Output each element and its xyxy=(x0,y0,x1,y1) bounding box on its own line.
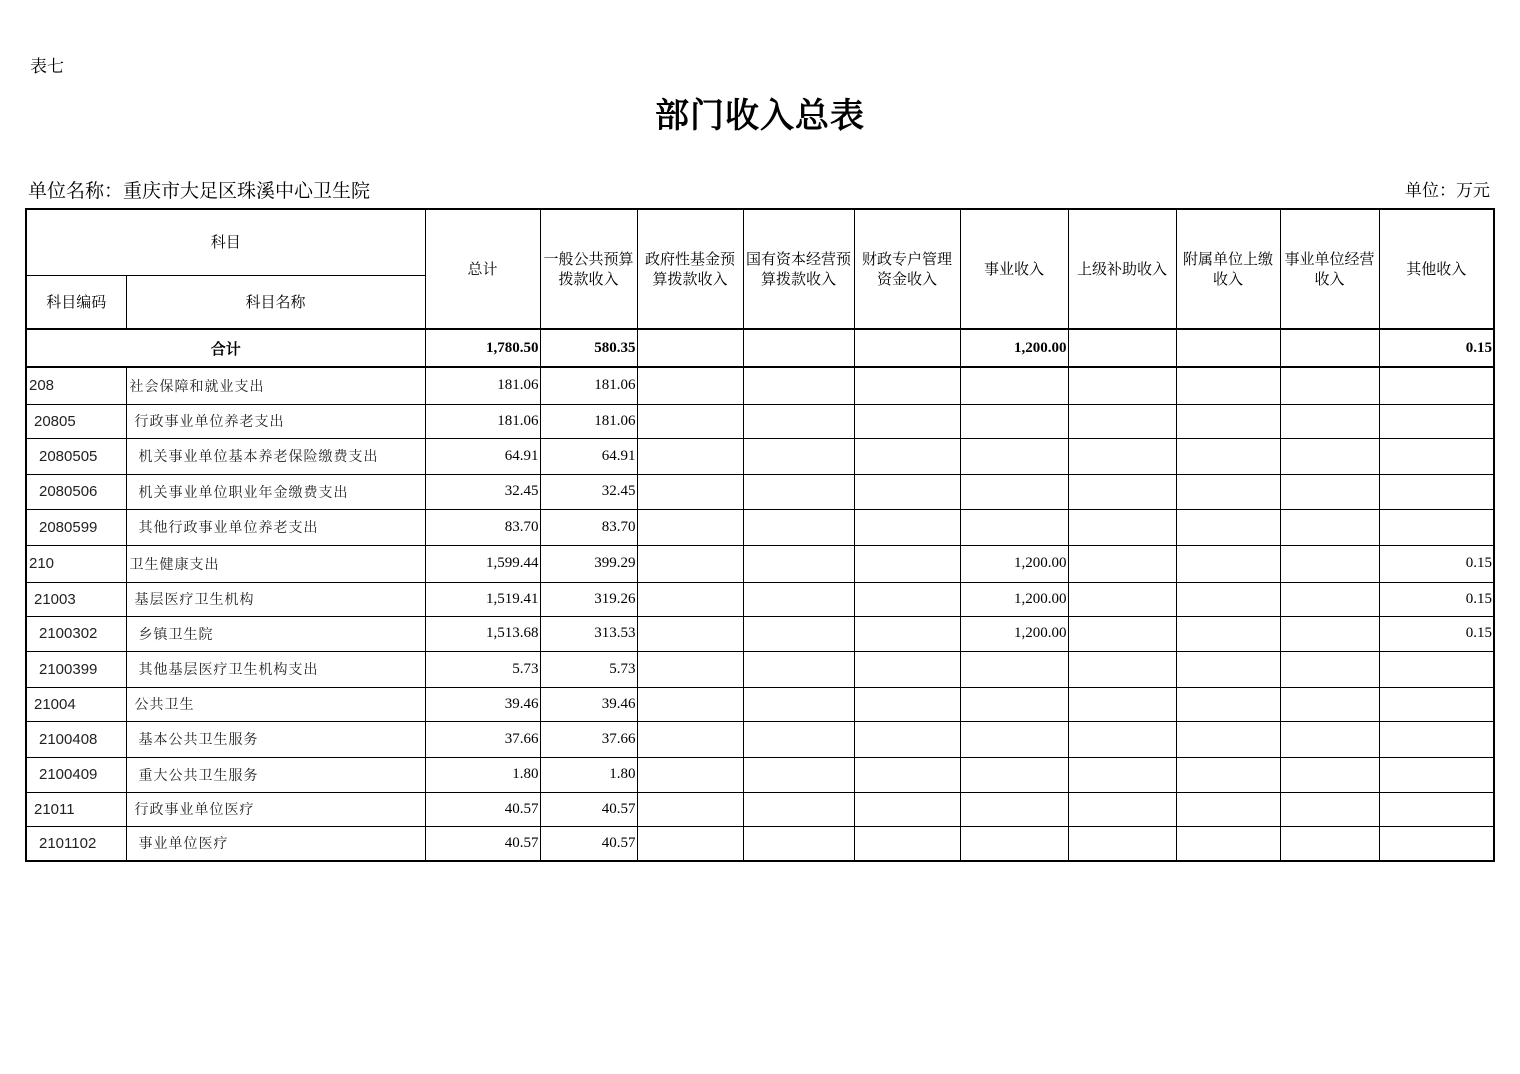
value-cell: 83.70 xyxy=(540,509,637,545)
value-cell xyxy=(1176,757,1280,792)
value-cell: 39.46 xyxy=(425,687,540,721)
subject-code: 21004 xyxy=(26,687,126,721)
income-summary-table xyxy=(25,208,1495,862)
subject-name: 公共卫生 xyxy=(126,687,425,721)
value-cell xyxy=(743,757,854,792)
value-cell xyxy=(1068,721,1176,757)
value-cell: 181.06 xyxy=(425,367,540,404)
header-name: 科目名称 xyxy=(126,275,425,329)
value-cell xyxy=(960,687,1068,721)
table-row xyxy=(26,651,1494,687)
value-cell xyxy=(1068,757,1176,792)
value-cell: 37.66 xyxy=(540,721,637,757)
value-cell xyxy=(1379,404,1494,438)
value-cell: 40.57 xyxy=(425,826,540,861)
value-cell xyxy=(1379,687,1494,721)
value-cell xyxy=(1280,651,1379,687)
subject-code: 208 xyxy=(26,367,126,404)
value-cell xyxy=(1379,651,1494,687)
value-cell xyxy=(1176,404,1280,438)
table-row xyxy=(26,582,1494,616)
subject-name: 机关事业单位职业年金缴费支出 xyxy=(126,474,425,509)
value-cell xyxy=(743,474,854,509)
subject-name: 行政事业单位养老支出 xyxy=(126,404,425,438)
value-cell xyxy=(1280,687,1379,721)
value-cell xyxy=(637,582,743,616)
value-cell: 181.06 xyxy=(425,404,540,438)
value-cell: 1,200.00 xyxy=(960,545,1068,582)
value-cell xyxy=(1379,757,1494,792)
value-cell xyxy=(1176,792,1280,826)
subject-code: 2080506 xyxy=(26,474,126,509)
header-business-income: 事业收入 xyxy=(960,209,1068,329)
subject-name: 卫生健康支出 xyxy=(126,545,425,582)
header-other-income: 其他收入 xyxy=(1379,209,1494,329)
value-cell xyxy=(1379,792,1494,826)
value-cell: 319.26 xyxy=(540,582,637,616)
value-cell: 0.15 xyxy=(1379,582,1494,616)
header-special-account: 财政专户管理资金收入 xyxy=(854,209,960,329)
value-cell xyxy=(1280,616,1379,651)
unit-name: 单位名称：重庆市大足区珠溪中心卫生院 xyxy=(28,180,371,202)
value-cell xyxy=(1068,616,1176,651)
subject-code: 2100399 xyxy=(26,651,126,687)
value-cell: 40.57 xyxy=(540,792,637,826)
table-body xyxy=(26,329,1494,861)
value-cell xyxy=(854,687,960,721)
value-cell xyxy=(743,545,854,582)
page-title: 部门收入总表 xyxy=(655,96,865,136)
value-cell xyxy=(1280,792,1379,826)
header-general-budget: 一般公共预算拨款收入 xyxy=(540,209,637,329)
value-cell xyxy=(637,367,743,404)
value-cell xyxy=(854,721,960,757)
value-cell: 0.15 xyxy=(1379,545,1494,582)
value-cell xyxy=(854,582,960,616)
value-cell xyxy=(1068,474,1176,509)
total-cell xyxy=(1176,329,1280,367)
value-cell xyxy=(1280,404,1379,438)
value-cell xyxy=(960,757,1068,792)
value-cell xyxy=(1068,792,1176,826)
subject-name: 其他行政事业单位养老支出 xyxy=(126,509,425,545)
value-cell: 181.06 xyxy=(540,367,637,404)
value-cell xyxy=(1176,826,1280,861)
table-row xyxy=(26,721,1494,757)
value-cell xyxy=(1280,367,1379,404)
value-cell xyxy=(1280,438,1379,474)
subject-code: 210 xyxy=(26,545,126,582)
subject-code: 20805 xyxy=(26,404,126,438)
header-operating-income: 事业单位经营收入 xyxy=(1280,209,1379,329)
subject-code: 21003 xyxy=(26,582,126,616)
value-cell xyxy=(1280,826,1379,861)
value-cell xyxy=(1068,367,1176,404)
value-cell: 5.73 xyxy=(425,651,540,687)
table-row xyxy=(26,509,1494,545)
value-cell xyxy=(743,792,854,826)
value-cell xyxy=(637,545,743,582)
value-cell xyxy=(637,651,743,687)
value-cell xyxy=(743,616,854,651)
table-row xyxy=(26,474,1494,509)
subject-name: 其他基层医疗卫生机构支出 xyxy=(126,651,425,687)
value-cell xyxy=(743,438,854,474)
value-cell xyxy=(1280,757,1379,792)
value-cell: 40.57 xyxy=(425,792,540,826)
value-cell: 1,513.68 xyxy=(425,616,540,651)
subject-name: 机关事业单位基本养老保险缴费支出 xyxy=(126,438,425,474)
header-state-capital: 国有资本经营预算拨款收入 xyxy=(743,209,854,329)
subject-name: 基层医疗卫生机构 xyxy=(126,582,425,616)
value-cell: 5.73 xyxy=(540,651,637,687)
currency-unit: 单位：万元 xyxy=(1405,181,1490,201)
value-cell xyxy=(1176,438,1280,474)
value-cell xyxy=(854,792,960,826)
value-cell xyxy=(1068,687,1176,721)
table-row xyxy=(26,367,1494,404)
value-cell xyxy=(960,792,1068,826)
total-row xyxy=(26,329,1494,367)
value-cell xyxy=(743,721,854,757)
value-cell xyxy=(960,826,1068,861)
value-cell xyxy=(1176,582,1280,616)
value-cell: 399.29 xyxy=(540,545,637,582)
value-cell xyxy=(854,651,960,687)
value-cell: 1,599.44 xyxy=(425,545,540,582)
value-cell xyxy=(1068,438,1176,474)
subject-code: 2101102 xyxy=(26,826,126,861)
value-cell xyxy=(854,438,960,474)
table-row xyxy=(26,545,1494,582)
value-cell xyxy=(1068,404,1176,438)
value-cell xyxy=(1280,582,1379,616)
value-cell: 1.80 xyxy=(540,757,637,792)
value-cell: 40.57 xyxy=(540,826,637,861)
value-cell xyxy=(637,404,743,438)
total-cell: 1,200.00 xyxy=(960,329,1068,367)
total-cell: 0.15 xyxy=(1379,329,1494,367)
value-cell xyxy=(1176,509,1280,545)
header-affiliated-income: 附属单位上缴收入 xyxy=(1176,209,1280,329)
subject-code: 2100302 xyxy=(26,616,126,651)
subject-code: 2100409 xyxy=(26,757,126,792)
table-row xyxy=(26,757,1494,792)
table-row xyxy=(26,826,1494,861)
header-code: 科目编码 xyxy=(26,275,126,329)
value-cell xyxy=(743,509,854,545)
value-cell xyxy=(1068,509,1176,545)
value-cell xyxy=(960,721,1068,757)
value-cell: 181.06 xyxy=(540,404,637,438)
value-cell: 1,519.41 xyxy=(425,582,540,616)
value-cell xyxy=(1176,367,1280,404)
value-cell xyxy=(854,367,960,404)
value-cell xyxy=(960,438,1068,474)
value-cell xyxy=(1176,721,1280,757)
value-cell: 64.91 xyxy=(540,438,637,474)
value-cell: 39.46 xyxy=(540,687,637,721)
value-cell xyxy=(960,404,1068,438)
value-cell xyxy=(1176,687,1280,721)
table-row xyxy=(26,438,1494,474)
subject-name: 社会保障和就业支出 xyxy=(126,367,425,404)
value-cell xyxy=(637,687,743,721)
value-cell xyxy=(854,545,960,582)
value-cell xyxy=(743,404,854,438)
value-cell xyxy=(1379,438,1494,474)
subject-code: 2080599 xyxy=(26,509,126,545)
table-row xyxy=(26,616,1494,651)
value-cell xyxy=(637,826,743,861)
value-cell: 83.70 xyxy=(425,509,540,545)
subject-code: 2080505 xyxy=(26,438,126,474)
subject-name: 基本公共卫生服务 xyxy=(126,721,425,757)
value-cell xyxy=(1068,651,1176,687)
subject-name: 行政事业单位医疗 xyxy=(126,792,425,826)
total-cell xyxy=(1068,329,1176,367)
value-cell xyxy=(1068,582,1176,616)
value-cell xyxy=(854,757,960,792)
value-cell: 32.45 xyxy=(425,474,540,509)
value-cell xyxy=(743,367,854,404)
value-cell xyxy=(1379,474,1494,509)
value-cell xyxy=(960,509,1068,545)
header-total: 总计 xyxy=(425,209,540,329)
value-cell xyxy=(637,474,743,509)
value-cell xyxy=(854,404,960,438)
value-cell xyxy=(637,721,743,757)
subject-name: 事业单位医疗 xyxy=(126,826,425,861)
table-number: 表七 xyxy=(30,57,64,77)
table-header xyxy=(26,209,1494,329)
value-cell xyxy=(854,616,960,651)
total-label: 合计 xyxy=(26,329,425,367)
value-cell: 1,200.00 xyxy=(960,616,1068,651)
value-cell: 32.45 xyxy=(540,474,637,509)
value-cell xyxy=(1280,509,1379,545)
value-cell xyxy=(637,792,743,826)
value-cell xyxy=(960,474,1068,509)
total-cell xyxy=(854,329,960,367)
value-cell xyxy=(1280,721,1379,757)
value-cell xyxy=(743,687,854,721)
value-cell xyxy=(1379,721,1494,757)
table-row xyxy=(26,792,1494,826)
subject-code: 2100408 xyxy=(26,721,126,757)
header-gov-fund: 政府性基金预算拨款收入 xyxy=(637,209,743,329)
table-row xyxy=(26,687,1494,721)
value-cell xyxy=(1068,826,1176,861)
value-cell xyxy=(637,616,743,651)
total-cell xyxy=(1280,329,1379,367)
value-cell: 313.53 xyxy=(540,616,637,651)
value-cell xyxy=(1176,545,1280,582)
table-row xyxy=(26,404,1494,438)
value-cell xyxy=(1176,651,1280,687)
value-cell xyxy=(854,509,960,545)
value-cell xyxy=(743,582,854,616)
value-cell xyxy=(960,367,1068,404)
value-cell: 64.91 xyxy=(425,438,540,474)
value-cell xyxy=(1379,367,1494,404)
value-cell xyxy=(743,826,854,861)
total-cell xyxy=(637,329,743,367)
value-cell xyxy=(637,509,743,545)
value-cell xyxy=(743,651,854,687)
value-cell xyxy=(854,826,960,861)
value-cell: 1.80 xyxy=(425,757,540,792)
value-cell xyxy=(960,651,1068,687)
total-cell xyxy=(743,329,854,367)
value-cell xyxy=(1379,509,1494,545)
value-cell xyxy=(1176,616,1280,651)
value-cell: 0.15 xyxy=(1379,616,1494,651)
value-cell: 1,200.00 xyxy=(960,582,1068,616)
value-cell xyxy=(637,438,743,474)
value-cell xyxy=(1379,826,1494,861)
value-cell xyxy=(1280,545,1379,582)
value-cell: 37.66 xyxy=(425,721,540,757)
subject-name: 重大公共卫生服务 xyxy=(126,757,425,792)
value-cell xyxy=(1280,474,1379,509)
total-cell: 1,780.50 xyxy=(425,329,540,367)
value-cell xyxy=(1068,545,1176,582)
header-subject: 科目 xyxy=(26,209,425,275)
value-cell xyxy=(637,757,743,792)
header-superior-subsidy: 上级补助收入 xyxy=(1068,209,1176,329)
value-cell xyxy=(854,474,960,509)
subject-code: 21011 xyxy=(26,792,126,826)
subject-name: 乡镇卫生院 xyxy=(126,616,425,651)
total-cell: 580.35 xyxy=(540,329,637,367)
value-cell xyxy=(1176,474,1280,509)
